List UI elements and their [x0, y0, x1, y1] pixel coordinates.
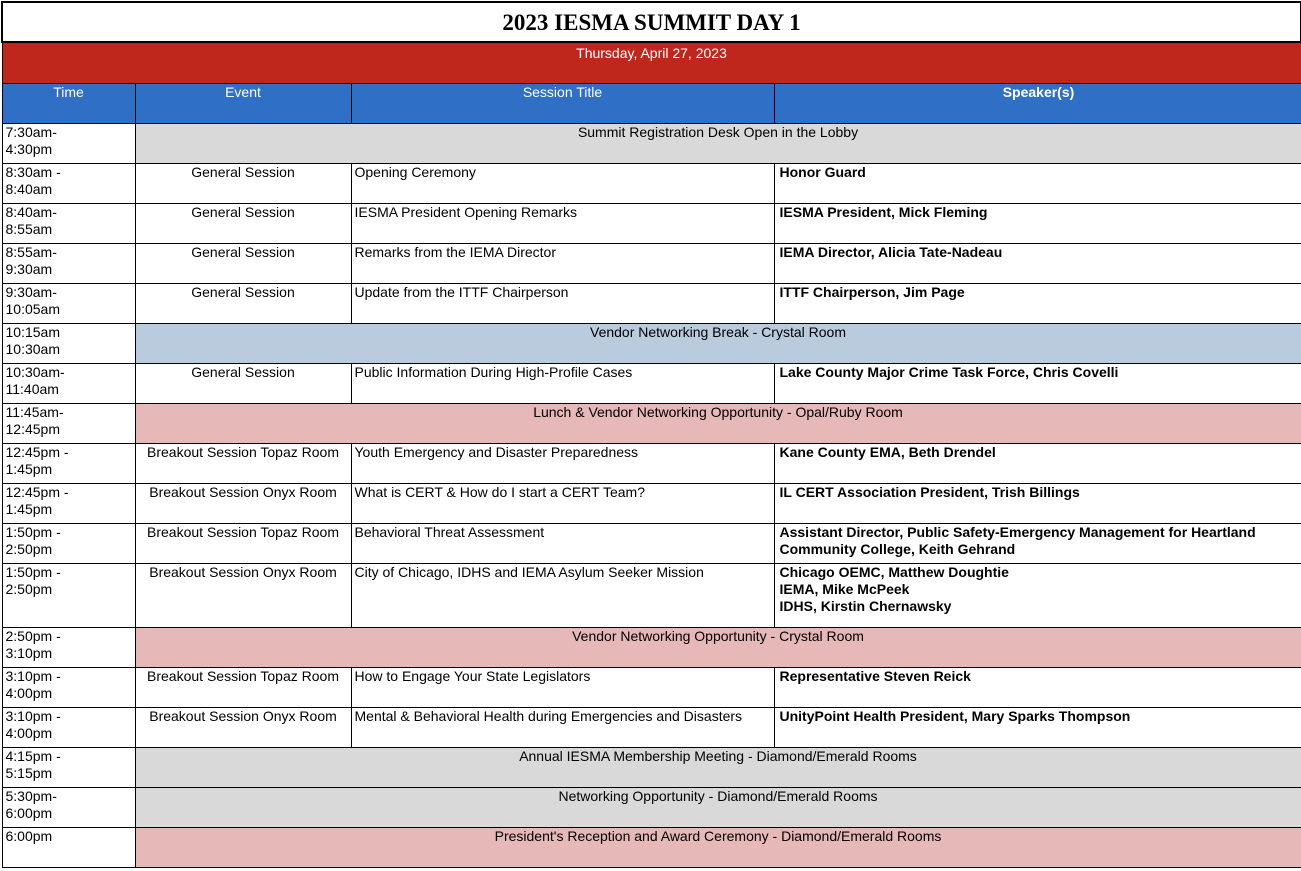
event-cell: General Session [135, 204, 351, 244]
time-end: 9:30am [5, 261, 53, 277]
time-end: 2:50pm [5, 541, 53, 557]
time-cell [2, 244, 135, 284]
time-start: 12:45pm - [5, 444, 69, 460]
table-row [2, 748, 1301, 788]
time-cell [2, 668, 135, 708]
speakers-cell [774, 668, 1301, 708]
event-cell: Breakout Session Onyx Room [135, 564, 351, 628]
time-start: 2:50pm - [5, 628, 61, 644]
event-cell: General Session [135, 284, 351, 324]
time-cell [2, 204, 135, 244]
session-title-cell: Opening Ceremony [351, 164, 774, 204]
span-event: Annual IESMA Membership Meeting - Diamond/Emerald Rooms [135, 748, 1301, 788]
table-row [2, 284, 1301, 324]
schedule-table [1, 1, 1301, 868]
speaker-line: IEMA Director, Alicia Tate-Nadeau [779, 244, 1003, 260]
time-cell [2, 708, 135, 748]
time-start: 8:55am- [5, 244, 57, 260]
time-cell [2, 444, 135, 484]
speaker-line: IL CERT Association President, Trish Billings [779, 484, 1080, 500]
date-banner: Thursday, April 27, 2023 [2, 42, 1301, 84]
time-cell [2, 364, 135, 404]
time-end: 4:00pm [5, 725, 53, 741]
table-row [2, 524, 1301, 564]
time-start: 5:30pm- [5, 788, 57, 804]
time-start: 9:30am- [5, 284, 57, 300]
time-cell [2, 484, 135, 524]
speakers-cell [774, 364, 1301, 404]
event-cell: Breakout Session Topaz Room [135, 444, 351, 484]
session-title-cell: What is CERT & How do I start a CERT Team? [351, 484, 774, 524]
session-title-cell: Behavioral Threat Assessment [351, 524, 774, 564]
time-end: 10:05am [5, 301, 60, 317]
span-event: President's Reception and Award Ceremony - Diamond/Emerald Rooms [135, 828, 1301, 868]
table-row [2, 364, 1301, 404]
speakers-cell [774, 164, 1301, 204]
table-row [2, 668, 1301, 708]
span-event: Lunch & Vendor Networking Opportunity - Opal/Ruby Room [135, 404, 1301, 444]
time-start: 6:00pm [5, 828, 53, 844]
session-title-cell: IESMA President Opening Remarks [351, 204, 774, 244]
speakers-cell [774, 524, 1301, 564]
speakers-cell [774, 484, 1301, 524]
time-cell [2, 628, 135, 668]
speaker-line: IDHS, Kirstin Chernawsky [779, 598, 952, 614]
time-cell [2, 524, 135, 564]
time-cell [2, 564, 135, 628]
speakers-cell [774, 564, 1301, 628]
table-row [2, 404, 1301, 444]
span-event: Vendor Networking Opportunity - Crystal Room [135, 628, 1301, 668]
time-start: 10:30am- [5, 364, 65, 380]
table-row [2, 324, 1301, 364]
event-cell: Breakout Session Topaz Room [135, 524, 351, 564]
header-event: Event [135, 84, 351, 124]
table-row [2, 204, 1301, 244]
time-end: 6:00pm [5, 805, 53, 821]
time-start: 10:15am [5, 324, 60, 340]
time-end: 1:45pm [5, 461, 53, 477]
speaker-line: Honor Guard [779, 164, 866, 180]
time-end: 5:15pm [5, 765, 53, 781]
time-cell [2, 324, 135, 364]
time-end: 3:10pm [5, 645, 53, 661]
time-end: 2:50pm [5, 581, 53, 597]
table-row [2, 124, 1301, 164]
event-cell: Breakout Session Onyx Room [135, 708, 351, 748]
time-start: 7:30am- [5, 124, 57, 140]
time-start: 1:50pm - [5, 524, 61, 540]
session-title-cell: Remarks from the IEMA Director [351, 244, 774, 284]
table-row [2, 828, 1301, 868]
time-end: 8:40am [5, 181, 53, 197]
time-end: 4:00pm [5, 685, 53, 701]
time-cell [2, 748, 135, 788]
time-cell [2, 284, 135, 324]
table-row [2, 564, 1301, 628]
event-cell: Breakout Session Topaz Room [135, 668, 351, 708]
time-end: 1:45pm [5, 501, 53, 517]
table-row [2, 164, 1301, 204]
speaker-line: Kane County EMA, Beth Drendel [779, 444, 996, 460]
speakers-cell [774, 444, 1301, 484]
time-start: 3:10pm - [5, 668, 61, 684]
time-start: 12:45pm - [5, 484, 69, 500]
time-cell [2, 828, 135, 868]
event-cell: General Session [135, 244, 351, 284]
time-cell [2, 788, 135, 828]
speakers-cell [774, 204, 1301, 244]
event-cell: General Session [135, 164, 351, 204]
time-start: 3:10pm - [5, 708, 61, 724]
time-start: 1:50pm - [5, 564, 61, 580]
speaker-line: IEMA, Mike McPeek [779, 581, 910, 597]
header-time: Time [2, 84, 135, 124]
span-event: Summit Registration Desk Open in the Lobby [135, 124, 1301, 164]
speaker-line: IESMA President, Mick Fleming [779, 204, 988, 220]
session-title-cell: City of Chicago, IDHS and IEMA Asylum Seeker Mission [351, 564, 774, 628]
table-row [2, 628, 1301, 668]
speakers-cell [774, 284, 1301, 324]
table-row [2, 788, 1301, 828]
speaker-line: ITTF Chairperson, Jim Page [779, 284, 965, 300]
time-end: 8:55am [5, 221, 53, 237]
speaker-line: Representative Steven Reick [779, 668, 971, 684]
table-row [2, 484, 1301, 524]
time-start: 8:40am- [5, 204, 57, 220]
time-end: 12:45pm [5, 421, 60, 437]
header-speakers: Speaker(s) [774, 84, 1301, 124]
time-end: 4:30pm [5, 141, 53, 157]
speaker-line: Community College, Keith Gehrand [779, 541, 1016, 557]
event-cell: General Session [135, 364, 351, 404]
span-event: Vendor Networking Break - Crystal Room [135, 324, 1301, 364]
session-title-cell: How to Engage Your State Legislators [351, 668, 774, 708]
time-start: 11:45am- [5, 404, 64, 420]
session-title-cell: Public Information During High-Profile Cases [351, 364, 774, 404]
table-row [2, 444, 1301, 484]
time-cell [2, 124, 135, 164]
table-row [2, 708, 1301, 748]
speaker-line: Assistant Director, Public Safety-Emergency Management for Heartland [779, 524, 1256, 540]
session-title-cell: Update from the ITTF Chairperson [351, 284, 774, 324]
session-title-cell: Youth Emergency and Disaster Preparedness [351, 444, 774, 484]
time-end: 11:40am [5, 381, 59, 397]
span-event: Networking Opportunity - Diamond/Emerald Rooms [135, 788, 1301, 828]
table-row [2, 244, 1301, 284]
time-cell [2, 404, 135, 444]
time-start: 4:15pm - [5, 748, 61, 764]
time-end: 10:30am [5, 341, 60, 357]
speakers-cell [774, 244, 1301, 284]
session-title-cell: Mental & Behavioral Health during Emergencies and Disasters [351, 708, 774, 748]
event-cell: Breakout Session Onyx Room [135, 484, 351, 524]
speaker-line: Lake County Major Crime Task Force, Chris Covelli [779, 364, 1119, 380]
speaker-line: Chicago OEMC, Matthew Doughtie [779, 564, 1009, 580]
time-start: 8:30am - [5, 164, 61, 180]
time-cell [2, 164, 135, 204]
speaker-line: UnityPoint Health President, Mary Sparks Thompson [779, 708, 1131, 724]
header-session-title: Session Title [351, 84, 774, 124]
page-title: 2023 IESMA SUMMIT DAY 1 [2, 2, 1301, 42]
speakers-cell [774, 708, 1301, 748]
